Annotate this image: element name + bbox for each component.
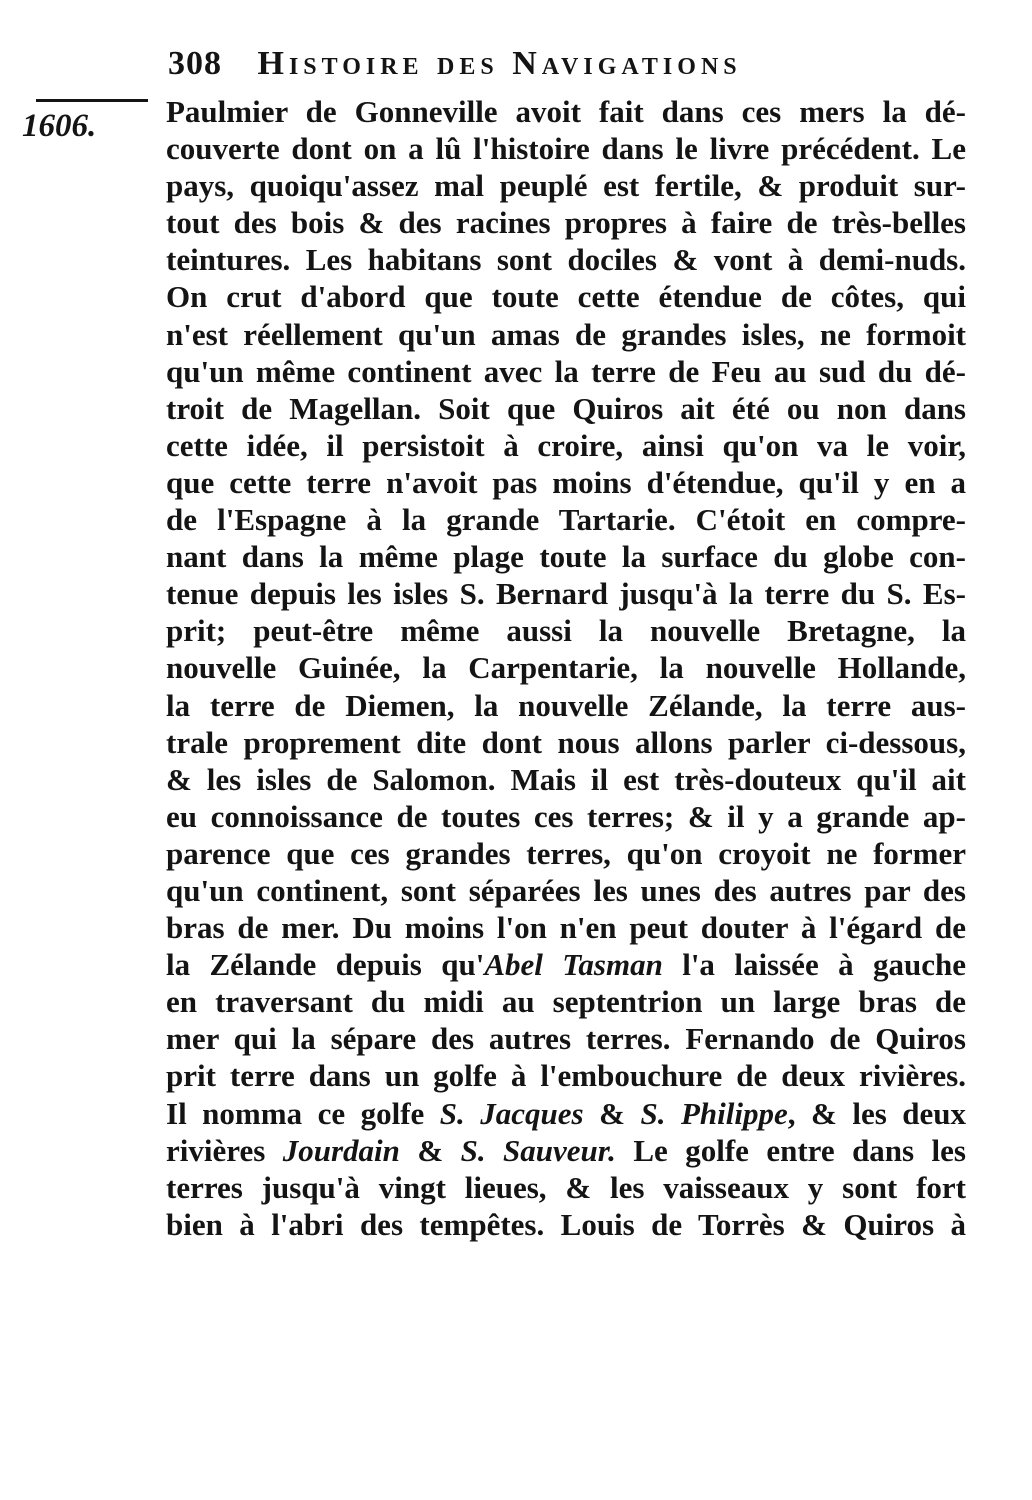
- text-line: [166, 872, 966, 909]
- text-line: [166, 1206, 966, 1243]
- text-line: [166, 167, 966, 204]
- text-line: [166, 798, 966, 835]
- italic-name: Jourdain: [282, 1132, 400, 1168]
- text-line: [166, 687, 966, 724]
- page-number: 308: [168, 45, 222, 82]
- text-line: [166, 575, 966, 612]
- text-run: de l'Espagne à la grande Tartarie. C'étoit en compre-: [166, 502, 966, 538]
- text-run: On crut d'abord que toute cette étendue de côtes, qui: [166, 279, 966, 315]
- text-run: , & les deux: [787, 1095, 967, 1131]
- text-run: & les isles de Salomon. Mais il est très-douteux qu'il ait: [166, 761, 966, 797]
- text-run: que cette terre n'avoit pas moins d'étendue, qu'il y en a: [166, 464, 966, 500]
- text-run: teintures. Les habitans sont dociles & vont à demi-nuds.: [166, 242, 966, 278]
- text-line: [166, 612, 966, 649]
- text-line: [166, 204, 966, 241]
- text-run: parence que ces grandes terres, qu'on croyoit ne former: [166, 835, 966, 871]
- text-run: &: [399, 1132, 461, 1168]
- text-run: terres jusqu'à vingt lieues, & les vaisseaux y sont fort: [166, 1169, 966, 1205]
- text-line: [166, 649, 966, 686]
- text-run: pays, quoiqu'assez mal peuplé est fertile, & produit sur-: [166, 168, 966, 204]
- text-line: [166, 1020, 966, 1057]
- text-run: l'a laissée à gauche: [662, 947, 966, 983]
- text-run: n'est réellement qu'un amas de grandes isles, ne formoit: [166, 316, 966, 352]
- text-run: Le golfe entre dans les: [615, 1132, 966, 1168]
- text-line: [166, 316, 966, 353]
- text-run: qu'un continent, sont séparées les unes des autres par des: [166, 872, 966, 908]
- italic-name: S. Jacques: [439, 1095, 584, 1131]
- margin-rule: [36, 99, 148, 102]
- text-run: Il nomma ce golfe: [166, 1095, 440, 1131]
- text-line: [166, 1095, 966, 1132]
- text-line: [166, 390, 966, 427]
- text-line: [166, 241, 966, 278]
- text-run: mer qui la sépare des autres terres. Fernando de Quiros: [166, 1021, 966, 1057]
- text-line: [166, 835, 966, 872]
- text-line: [166, 946, 966, 983]
- text-line: [166, 724, 966, 761]
- text-run: qu'un même continent avec la terre de Feu au sud du dé-: [166, 353, 966, 389]
- text-line: [166, 464, 966, 501]
- text-run: trale proprement dite dont nous allons parler ci-dessous,: [166, 724, 966, 760]
- text-run: prit terre dans un golfe à l'embouchure de deux rivières.: [166, 1058, 966, 1094]
- text-run: Paulmier de Gonneville avoit fait dans ces mers la dé-: [166, 94, 966, 129]
- text-line: [166, 93, 966, 130]
- text-run: tout des bois & des racines propres à faire de très-belles: [166, 205, 966, 241]
- body-text: [166, 93, 966, 1243]
- text-run: la Zélande depuis qu': [166, 947, 485, 983]
- text-run: eu connoissance de toutes ces terres; & il y a grande ap-: [166, 798, 966, 834]
- text-run: la terre de Diemen, la nouvelle Zélande, la terre aus-: [166, 687, 966, 723]
- text-line: [166, 1132, 966, 1169]
- page-header: [168, 45, 948, 97]
- text-run: troit de Magellan. Soit que Quiros ait été ou non dans: [166, 390, 966, 426]
- text-line: [166, 427, 966, 464]
- text-run: prit; peut-être même aussi la nouvelle Bretagne, la: [166, 613, 966, 649]
- text-run: &: [583, 1095, 641, 1131]
- text-run: bien à l'abri des tempêtes. Louis de Torrès & Quiros à: [166, 1206, 966, 1242]
- text-line: [166, 501, 966, 538]
- text-line: [166, 130, 966, 167]
- text-run: nant dans la même plage toute la surface du globe con-: [166, 539, 966, 575]
- text-line: [166, 1057, 966, 1094]
- text-line: [166, 278, 966, 315]
- text-run: nouvelle Guinée, la Carpentarie, la nouvelle Hollande,: [166, 650, 966, 686]
- text-line: [166, 353, 966, 390]
- running-title: Histoire des Navigations: [257, 45, 742, 82]
- text-run: bras de mer. Du moins l'on n'en peut douter à l'égard de: [166, 910, 966, 946]
- text-run: rivières: [166, 1132, 283, 1168]
- text-run: en traversant du midi au septentrion un large bras de: [166, 984, 966, 1020]
- text-line: [166, 909, 966, 946]
- text-line: [166, 538, 966, 575]
- italic-name: S. Sauveur.: [460, 1132, 616, 1168]
- italic-name: Abel Tasman: [484, 947, 663, 983]
- text-line: [166, 1169, 966, 1206]
- italic-name: S. Philippe: [640, 1095, 788, 1131]
- margin-year-note: 1606.: [22, 108, 97, 144]
- text-run: cette idée, il persistoit à croire, ainsi qu'on va le voir,: [166, 427, 966, 463]
- text-run: couverte dont on a lû l'histoire dans le livre précédent. Le: [166, 131, 966, 167]
- text-run: tenue depuis les isles S. Bernard jusqu'à la terre du S. Es-: [166, 576, 966, 612]
- text-line: [166, 983, 966, 1020]
- text-line: [166, 761, 966, 798]
